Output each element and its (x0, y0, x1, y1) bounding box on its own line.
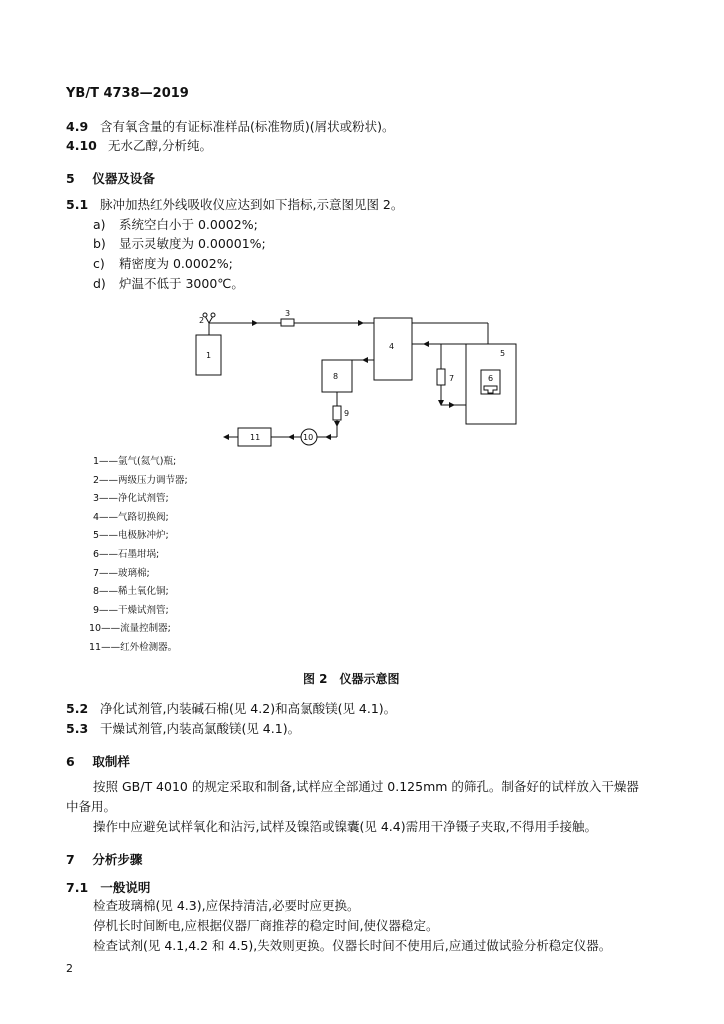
clause-text: 净化试剂管,内装碱石棉(见 4.2)和高氯酸镁(见 4.1)。 (99, 701, 397, 716)
list-text: 精密度为 0.0002%; (119, 256, 233, 271)
legend-5: 5——电极脉冲炉; (93, 530, 169, 541)
item-text: 无水乙醇,分析纯。 (107, 138, 212, 153)
section-7-heading (66, 850, 142, 868)
legend-2: 2——两级压力调节器; (93, 475, 188, 486)
legend-4: 4——气路切换阀; (93, 512, 169, 523)
list-text: 炉温不低于 3000℃。 (119, 276, 244, 291)
legend-10: 10——流量控制器; (89, 623, 171, 634)
section-7-1-line3: 检查试剂(见 4.1,4.2 和 4.5),失效则更换。仪器长时间不使用后,应通过做试验分析稳定仪器。 (93, 938, 612, 953)
label-9: 9 (344, 409, 350, 418)
clause-number: 5.2 (66, 701, 89, 716)
section-6-heading (66, 752, 130, 770)
clause-number: 5.3 (66, 721, 89, 736)
label-6: 6 (488, 374, 494, 383)
legend-7: 7——玻璃棉; (93, 568, 150, 579)
clause-text: 脉冲加热红外线吸收仪应达到如下指标,示意图见图 2。 (99, 197, 404, 212)
figure-caption: 图 2 仪器示意图 (303, 672, 400, 686)
label-4: 4 (389, 342, 395, 351)
label-7: 7 (449, 374, 455, 383)
item-number: 4.9 (66, 119, 89, 134)
page-number: 2 (66, 962, 73, 975)
label-5: 5 (500, 349, 506, 358)
label-1: 1 (206, 351, 212, 360)
section-title: 仪器及设备 (92, 171, 155, 186)
clause-7-1-heading (66, 878, 150, 896)
list-text: 显示灵敏度为 0.00001%; (119, 236, 266, 251)
label-2: 2 (199, 316, 205, 325)
list-mark: a) (93, 217, 106, 232)
list-mark: b) (93, 236, 106, 251)
legend-3: 3——净化试剂管; (93, 493, 169, 504)
section-title: 分析步骤 (92, 852, 143, 867)
section-7-1-line2: 停机长时间断电,应根据仪器厂商推荐的稳定时间,使仪器稳定。 (93, 918, 439, 933)
section-6-para1-line2: 中备用。 (66, 799, 117, 814)
list-mark: c) (93, 256, 105, 271)
list-mark: d) (93, 276, 106, 291)
clause-5-2 (66, 701, 396, 717)
section-6-para2: 操作中应避免试样氧化和沾污,试样及镍箔或镍囊(见 4.4)需用干净镊子夹取,不得用手接触。 (93, 819, 598, 834)
section-number: 7 (66, 852, 75, 867)
clause-number: 5.1 (66, 197, 89, 212)
item-number: 4.10 (66, 138, 97, 153)
section-number: 6 (66, 754, 75, 769)
drying-tube-box (333, 406, 341, 420)
legend-6: 6——石墨坩埚; (93, 549, 160, 560)
glass-wool-box (437, 369, 445, 385)
clause-number: 7.1 (66, 880, 89, 895)
section-title: 取制样 (92, 754, 130, 769)
standard-code: YB/T 4738—2019 (66, 86, 189, 101)
section-number: 5 (66, 171, 75, 186)
legend-1: 1——氩气(氦气)瓶; (93, 456, 177, 467)
instrument-diagram (0, 0, 724, 460)
legend-11: 11——红外检测器。 (89, 642, 178, 653)
item-text: 含有氧含量的有证标准样品(标准物质)(屑状或粉状)。 (99, 119, 395, 134)
clause-title: 一般说明 (100, 880, 151, 895)
purifier-tube-box (281, 319, 294, 326)
section-7-1-line1: 检查玻璃棉(见 4.3),应保持清洁,必要时应更换。 (93, 898, 360, 913)
list-text: 系统空白小于 0.0002%; (119, 217, 258, 232)
section-6-para1-line1: 按照 GB/T 4010 的规定采取和制备,试样应全部通过 0.125mm 的筛孔。制备好的试样放入干燥器 (93, 779, 639, 794)
clause-text: 干燥试剂管,内装高氯酸镁(见 4.1)。 (99, 721, 301, 736)
clause-5-3 (66, 721, 300, 737)
label-11: 11 (250, 433, 261, 442)
label-10: 10 (303, 433, 314, 442)
legend-8: 8——稀土氧化铜; (93, 586, 169, 597)
label-3: 3 (285, 309, 291, 318)
legend-9: 9——干燥试剂管; (93, 605, 169, 616)
label-8: 8 (333, 372, 339, 381)
